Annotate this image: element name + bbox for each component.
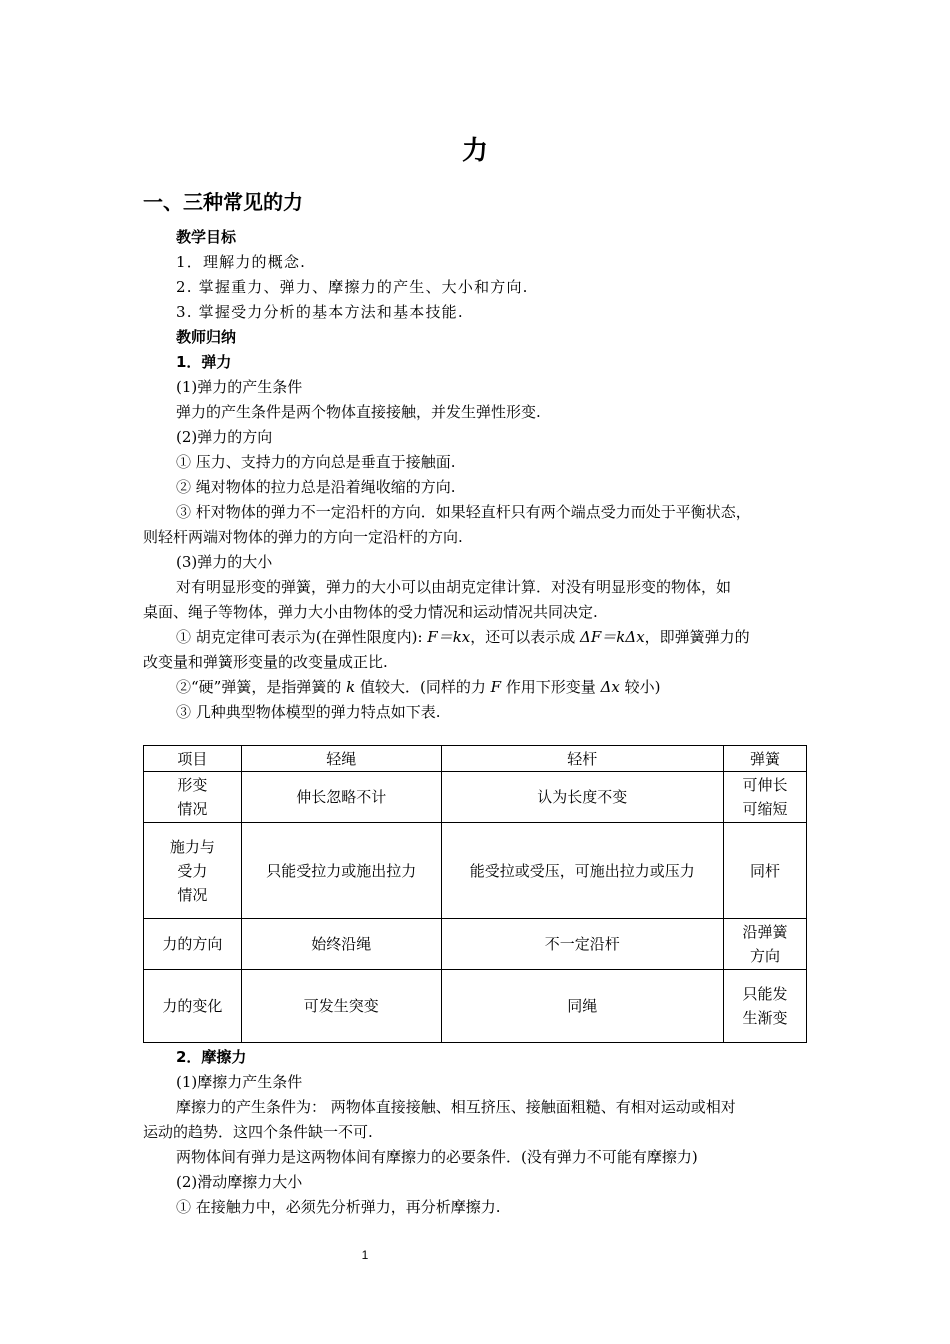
- goal-item: 3. 掌握受力分析的基本方法和基本技能.: [176, 303, 464, 321]
- table-cell: 始终沿绳: [241, 919, 441, 970]
- paragraph: 对有明显形变的弹簧，弹力的大小可以由胡克定律计算．对没有明显形变的物体，如: [176, 578, 732, 596]
- formula: F＝kx: [427, 628, 471, 646]
- list-item: ① 压力、支持力的方向总是垂直于接触面.: [176, 453, 456, 471]
- text-span: ① 胡克定律可表示为(在弹性限度内):: [176, 628, 428, 646]
- list-item-continued: 则轻杆两端对物体的弹力的方向一定沿杆的方向.: [143, 528, 463, 546]
- table-cell: 可伸长 可缩短: [724, 772, 807, 823]
- table-cell: 伸长忽略不计: [241, 772, 441, 823]
- list-item: ③ 杆对物体的弹力不一定沿杆的方向．如果轻直杆只有两个端点受力而处于平衡状态，: [176, 503, 751, 521]
- paragraph: 弹力的产生条件是两个物体直接接触，并发生弹性形变.: [176, 403, 541, 421]
- formula: Δx: [600, 678, 620, 696]
- table-row: [144, 919, 807, 970]
- paragraph: 摩擦力的产生条件为： 两物体直接接触、相互挤压、接触面粗糙、有相对运动或相对: [176, 1098, 736, 1116]
- table-cell: 沿弹簧 方向: [724, 919, 807, 970]
- list-item: ② 绳对物体的拉力总是沿着绳收缩的方向.: [176, 478, 456, 496]
- table-header: 轻绳: [241, 746, 441, 772]
- subheading: (1)摩擦力产生条件: [176, 1073, 303, 1091]
- table-cell: 只能受拉力或施出拉力: [241, 823, 441, 919]
- table-cell: 不一定沿杆: [441, 919, 724, 970]
- paragraph: 两物体间有弹力是这两物体间有摩擦力的必要条件．(没有弹力不可能有摩擦力): [176, 1148, 698, 1166]
- text-span: ，还可以表示成: [470, 628, 581, 646]
- friction-heading: 2．摩擦力: [176, 1048, 247, 1066]
- summary-heading: 教师归纳: [176, 328, 237, 346]
- table-header: 项目: [144, 746, 242, 772]
- hooke-law-line: [176, 625, 750, 650]
- text-span: ，即弹簧弹力的: [644, 628, 750, 646]
- formula: F: [490, 678, 502, 696]
- goals-heading: 教学目标: [176, 228, 237, 246]
- subheading: (3)弹力的大小: [176, 553, 273, 571]
- page-title: 力: [461, 136, 488, 166]
- table-cell: 同杆: [724, 823, 807, 919]
- goal-item: 2. 掌握重力、弹力、摩擦力的产生、大小和方向.: [176, 278, 529, 296]
- formula: ΔF＝kΔx: [580, 628, 645, 646]
- goal-item: 1．理解力的概念.: [176, 253, 307, 271]
- list-item: ③ 几种典型物体模型的弹力特点如下表.: [176, 703, 441, 721]
- table-cell: 认为长度不变: [441, 772, 724, 823]
- paragraph-continued: 改变量和弹簧形变量的改变量成正比.: [143, 653, 388, 671]
- table-header-row: [144, 746, 807, 772]
- text-span: ②“硬”弹簧，是指弹簧的: [176, 678, 347, 696]
- table-row: [144, 970, 807, 1043]
- table-cell: 同绳: [441, 970, 724, 1043]
- list-item: ① 在接触力中，必须先分析弹力，再分析摩擦力.: [176, 1198, 501, 1216]
- formula: k: [346, 678, 356, 696]
- table-cell: 力的方向: [144, 919, 242, 970]
- hard-spring-line: [176, 675, 660, 700]
- paragraph-continued: 桌面、绳子等物体，弹力大小由物体的受力情况和运动情况共同决定.: [143, 603, 598, 621]
- table-cell: 力的变化: [144, 970, 242, 1043]
- subheading: (2)弹力的方向: [176, 428, 273, 446]
- elastic-heading: 1．弹力: [176, 353, 232, 371]
- text-span: 作用下形变量: [501, 678, 601, 696]
- table-header: 弹簧: [724, 746, 807, 772]
- section-heading: 一、三种常见的力: [143, 190, 303, 214]
- subheading: (2)滑动摩擦力大小: [176, 1173, 303, 1191]
- table-cell: 只能发 生渐变: [724, 970, 807, 1043]
- text-span: 较小): [619, 678, 661, 696]
- table-row: [144, 772, 807, 823]
- table-header: 轻杆: [441, 746, 724, 772]
- table-cell: 形变 情况: [144, 772, 242, 823]
- text-span: 值较大．(同样的力: [355, 678, 491, 696]
- subheading: (1)弹力的产生条件: [176, 378, 303, 396]
- page-number: 1: [361, 1248, 369, 1262]
- paragraph-continued: 运动的趋势．这四个条件缺一不可.: [143, 1123, 373, 1141]
- elastic-force-table: [143, 745, 807, 1043]
- table-cell: 施力与 受力 情况: [144, 823, 242, 919]
- table-cell: 可发生突变: [241, 970, 441, 1043]
- table-cell: 能受拉或受压，可施出拉力或压力: [441, 823, 724, 919]
- table-row: [144, 823, 807, 919]
